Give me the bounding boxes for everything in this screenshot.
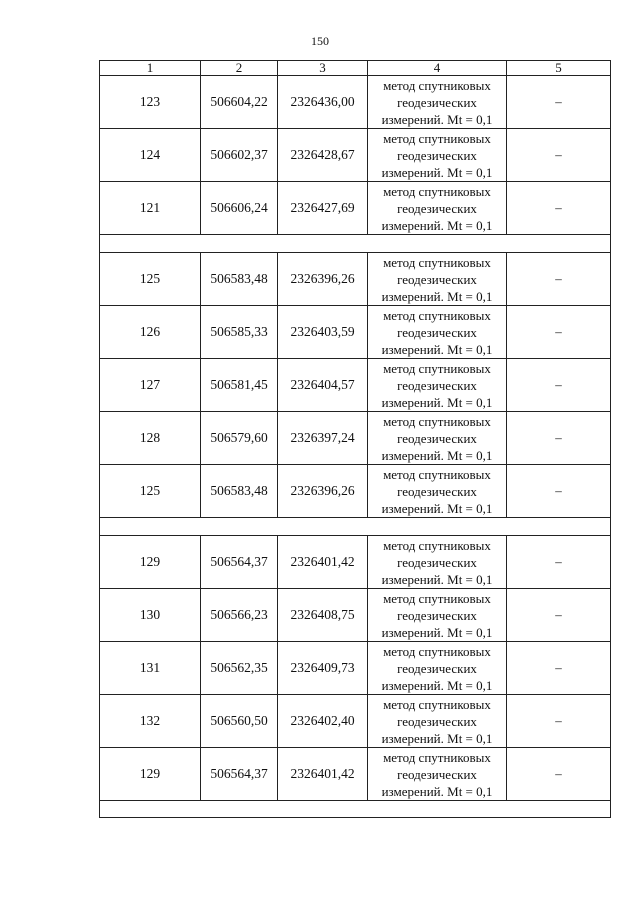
point-number: 127 [100,359,201,412]
y-coordinate: 2326428,67 [278,129,368,182]
method-line: геодезических [397,660,477,676]
method-line: геодезических [397,200,477,216]
point-number: 129 [100,536,201,589]
table-row [100,182,611,235]
method-description [368,748,507,801]
method-description [368,695,507,748]
method-description [368,253,507,306]
col5-value: – [507,589,611,642]
col5-value: – [507,76,611,129]
method-line: метод спутниковых [383,254,491,270]
method-line: измерений. Mt = 0,1 [381,500,493,516]
method-description [368,359,507,412]
method-line: метод спутниковых [383,183,491,199]
method-line: геодезических [397,607,477,623]
method-line: метод спутниковых [383,749,491,765]
y-coordinate: 2326436,00 [278,76,368,129]
method-line: измерений. Mt = 0,1 [381,217,493,233]
table-row [100,465,611,518]
method-description [368,182,507,235]
method-line: метод спутниковых [383,360,491,376]
table-row [100,253,611,306]
x-coordinate: 506602,37 [201,129,278,182]
col5-value: – [507,642,611,695]
y-coordinate: 2326401,42 [278,536,368,589]
method-line: геодезических [397,147,477,163]
method-line: геодезических [397,554,477,570]
point-number: 124 [100,129,201,182]
group-separator-row [100,235,611,253]
method-line: метод спутниковых [383,696,491,712]
method-line: измерений. Mt = 0,1 [381,341,493,357]
method-line: геодезических [397,271,477,287]
point-number: 128 [100,412,201,465]
method-description [368,536,507,589]
x-coordinate: 506562,35 [201,642,278,695]
y-coordinate: 2326408,75 [278,589,368,642]
x-coordinate: 506581,45 [201,359,278,412]
x-coordinate: 506564,37 [201,748,278,801]
method-line: метод спутниковых [383,77,491,93]
method-line: измерений. Mt = 0,1 [381,111,493,127]
group-separator-row [100,518,611,536]
method-line: метод спутниковых [383,590,491,606]
method-description [368,129,507,182]
point-number: 121 [100,182,201,235]
header-col-4: 4 [368,61,507,76]
point-number: 132 [100,695,201,748]
y-coordinate: 2326427,69 [278,182,368,235]
method-description [368,642,507,695]
method-line: геодезических [397,324,477,340]
x-coordinate: 506579,60 [201,412,278,465]
group-separator-cell [100,518,611,536]
method-line: измерений. Mt = 0,1 [381,677,493,693]
method-line: измерений. Mt = 0,1 [381,730,493,746]
table-header-row [100,61,611,76]
x-coordinate: 506564,37 [201,536,278,589]
method-line: измерений. Mt = 0,1 [381,447,493,463]
x-coordinate: 506585,33 [201,306,278,359]
y-coordinate: 2326402,40 [278,695,368,748]
x-coordinate: 506606,24 [201,182,278,235]
group-separator-cell [100,235,611,253]
method-description [368,589,507,642]
method-line: геодезических [397,94,477,110]
point-number: 129 [100,748,201,801]
method-line: измерений. Mt = 0,1 [381,783,493,799]
method-description [368,465,507,518]
col5-value: – [507,129,611,182]
method-line: измерений. Mt = 0,1 [381,164,493,180]
point-number: 125 [100,465,201,518]
method-line: измерений. Mt = 0,1 [381,394,493,410]
table-row [100,306,611,359]
y-coordinate: 2326401,42 [278,748,368,801]
col5-value: – [507,695,611,748]
x-coordinate: 506560,50 [201,695,278,748]
y-coordinate: 2326403,59 [278,306,368,359]
y-coordinate: 2326409,73 [278,642,368,695]
col5-value: – [507,465,611,518]
table-row [100,695,611,748]
table-row [100,412,611,465]
method-description [368,76,507,129]
method-line: метод спутниковых [383,537,491,553]
col5-value: – [507,748,611,801]
table-row [100,536,611,589]
point-number: 125 [100,253,201,306]
method-line: метод спутниковых [383,466,491,482]
point-number: 123 [100,76,201,129]
col5-value: – [507,182,611,235]
point-number: 126 [100,306,201,359]
x-coordinate: 506604,22 [201,76,278,129]
x-coordinate: 506583,48 [201,253,278,306]
table-row [100,76,611,129]
header-col-2: 2 [201,61,278,76]
col5-value: – [507,253,611,306]
method-line: метод спутниковых [383,643,491,659]
y-coordinate: 2326396,26 [278,253,368,306]
method-line: метод спутниковых [383,130,491,146]
col5-value: – [507,359,611,412]
x-coordinate: 506566,23 [201,589,278,642]
col5-value: – [507,306,611,359]
method-line: геодезических [397,377,477,393]
table-row [100,359,611,412]
group-separator-row [100,801,611,818]
method-description [368,412,507,465]
method-line: геодезических [397,713,477,729]
y-coordinate: 2326396,26 [278,465,368,518]
method-line: измерений. Mt = 0,1 [381,624,493,640]
col5-value: – [507,412,611,465]
method-line: измерений. Mt = 0,1 [381,288,493,304]
y-coordinate: 2326404,57 [278,359,368,412]
header-col-3: 3 [278,61,368,76]
method-line: метод спутниковых [383,307,491,323]
header-col-1: 1 [100,61,201,76]
table-row [100,642,611,695]
method-line: геодезических [397,483,477,499]
header-col-5: 5 [507,61,611,76]
table-row [100,748,611,801]
method-line: геодезических [397,766,477,782]
method-line: метод спутниковых [383,413,491,429]
table-row [100,129,611,182]
table-body [100,76,611,818]
method-line: измерений. Mt = 0,1 [381,571,493,587]
point-number: 131 [100,642,201,695]
method-line: геодезических [397,430,477,446]
page-number: 150 [311,34,329,48]
col5-value: – [507,536,611,589]
coordinates-table [99,60,611,818]
table-row [100,589,611,642]
x-coordinate: 506583,48 [201,465,278,518]
group-separator-cell [100,801,611,818]
y-coordinate: 2326397,24 [278,412,368,465]
point-number: 130 [100,589,201,642]
method-description [368,306,507,359]
